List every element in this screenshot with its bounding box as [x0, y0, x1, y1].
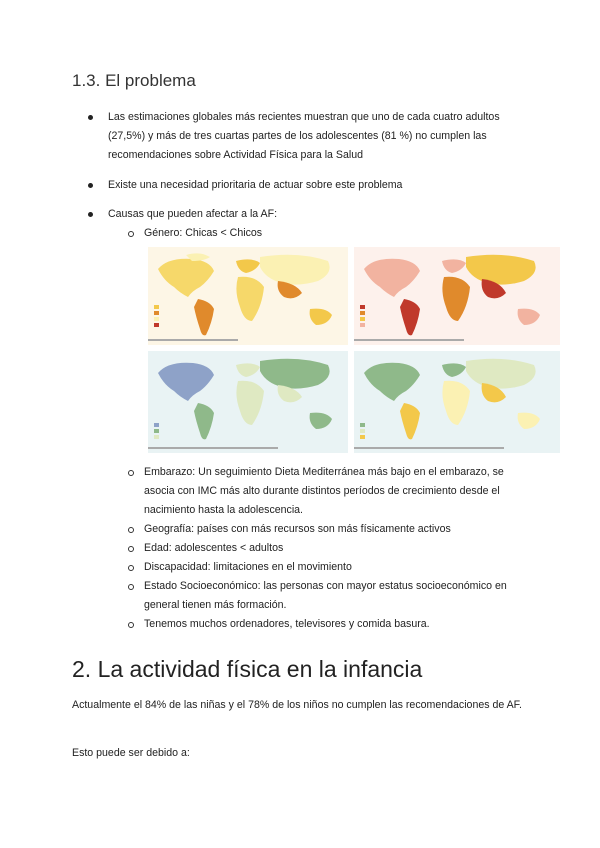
sub-bullet-ring-icon [128, 584, 134, 590]
world-map-yellow [148, 247, 348, 345]
bullet-dot-icon [88, 183, 93, 188]
section2-heading: 2. La actividad física en la infancia [72, 656, 423, 682]
sub-bullet-ring-icon [128, 527, 134, 533]
sub-item-discapacidad [72, 558, 532, 577]
bullet-causas [72, 205, 532, 224]
world-map-blue [148, 351, 348, 453]
sub-item-text: Tenemos muchos ordenadores, televisores y comida basura. [144, 618, 430, 630]
world-maps-figure [148, 247, 560, 453]
bullet-list [72, 176, 532, 195]
bullet-text: Las estimaciones globales más recientes muestran que uno de cada cuatro adultos (27,5%) y más de tres cuartas partes de los adolescentes (81 %) no cumplen las recomendaciones sobre Actividad Física para la Salud [108, 111, 500, 161]
sub-item-edad [72, 539, 532, 558]
sub-item-geografia [72, 520, 532, 539]
causes-list [72, 463, 532, 634]
world-map-green [354, 351, 560, 453]
sub-item-ordenadores [72, 615, 532, 634]
bullet-dot-icon [88, 212, 93, 217]
sub-item-embarazo [72, 463, 532, 520]
section-heading: 1.3. El problema [72, 71, 196, 90]
sub-bullet-ring-icon [128, 546, 134, 552]
sub-bullet-ring-icon [128, 231, 134, 237]
bullet-text: Existe una necesidad prioritaria de actuar sobre este problema [108, 179, 403, 191]
bullet-necesidad [72, 176, 532, 195]
bullet-estimaciones [72, 108, 532, 165]
sub-item-socioeconomico [72, 577, 532, 615]
sub-item-text: Estado Socioeconómico: las personas con mayor estatus socioeconómico en general tienen más formación. [144, 580, 507, 611]
sub-item-text: Discapacidad: limitaciones en el movimiento [144, 561, 352, 573]
bullet-list [72, 205, 532, 243]
paragraph-porcentajes: Actualmente el 84% de las niñas y el 78% de los niños no cumplen las recomendaciones de AF. [72, 699, 522, 711]
sub-bullet-ring-icon [128, 622, 134, 628]
sub-item-text: Geografía: países con más recursos son más físicamente activos [144, 523, 451, 535]
bullet-list [72, 108, 532, 165]
sub-item-genero [72, 224, 532, 243]
paragraph-debido: Esto puede ser debido a: [72, 747, 190, 759]
sub-item-text: Embarazo: Un seguimiento Dieta Mediterránea más bajo en el embarazo, se asocia con IMC más alto durante distintos períodos de crecimiento desde el nacimiento hasta la adolescencia. [144, 466, 504, 516]
sub-item-text: Género: Chicas < Chicos [144, 227, 263, 239]
bullet-text: Causas que pueden afectar a la AF: [108, 208, 278, 220]
sub-bullet-ring-icon [128, 470, 134, 476]
world-map-red [354, 247, 560, 345]
bullet-dot-icon [88, 115, 93, 120]
sub-item-text: Edad: adolescentes < adultos [144, 542, 284, 554]
sub-bullet-ring-icon [128, 565, 134, 571]
